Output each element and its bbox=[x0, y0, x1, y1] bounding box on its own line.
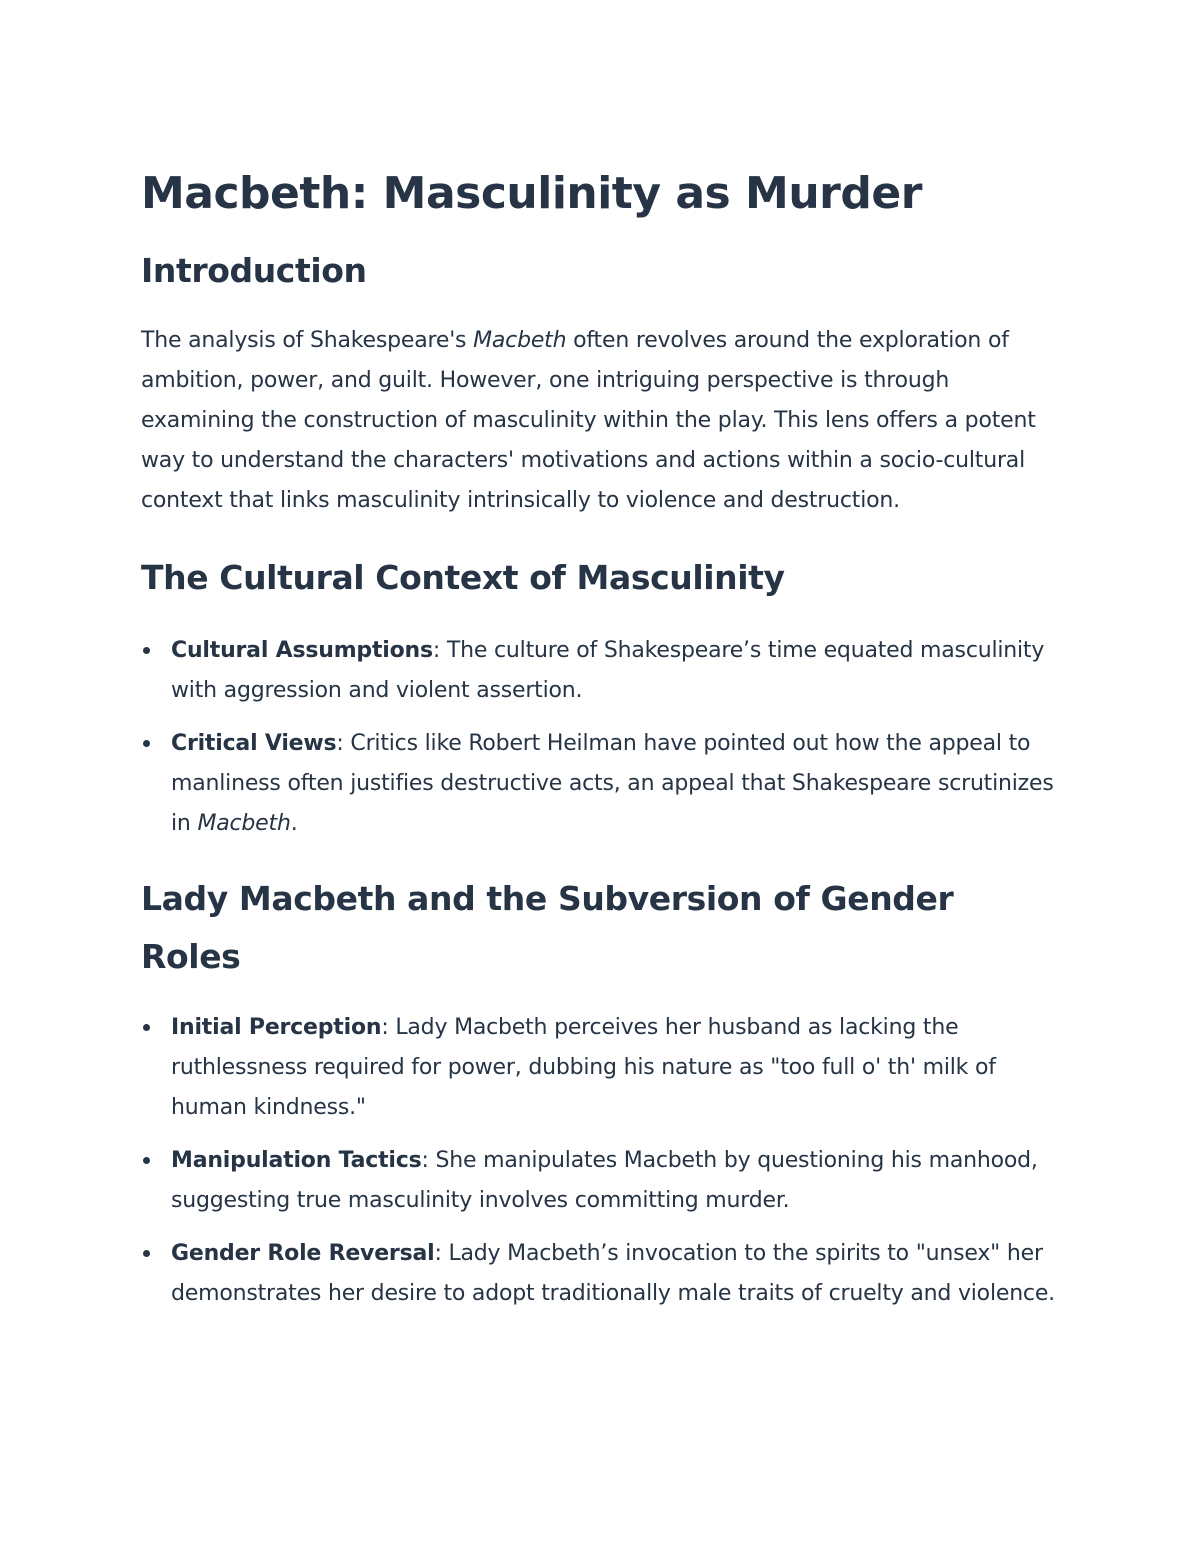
intro-text-before: The analysis of Shakespeare's bbox=[141, 328, 474, 353]
introduction-paragraph bbox=[141, 321, 1061, 521]
list-item-label: Gender Role Reversal bbox=[171, 1241, 435, 1266]
list-item-label: Initial Perception bbox=[171, 1015, 382, 1040]
introduction-heading: Introduction bbox=[141, 251, 367, 290]
list-item bbox=[141, 1234, 1061, 1314]
intro-text-after: often revolves around the exploration of ambition, power, and guilt. However, one intriguing perspective is through examining the construction of masculinity within the play. This lens offers a potent way to understand the characters' motivations and actions within a socio-cultural context that links masculinity intrinsically to violence and destruction. bbox=[141, 328, 1036, 513]
list-item-text: : She manipulates Macbeth by questioning his manhood, suggesting true masculinity involves committing murder. bbox=[171, 1148, 1038, 1213]
list-item bbox=[141, 724, 1061, 844]
list-item-text: : Lady Macbeth’s invocation to the spirits to "unsex" her demonstrates her desire to adopt traditionally male traits of cruelty and violence. bbox=[171, 1241, 1055, 1306]
list-item-label: Manipulation Tactics bbox=[171, 1148, 422, 1173]
list-item-text: : The culture of Shakespeare’s time equated masculinity with aggression and violent assertion. bbox=[171, 638, 1045, 703]
bullet-icon bbox=[143, 1250, 150, 1257]
bullet-icon bbox=[143, 647, 150, 654]
cultural-context-list bbox=[141, 631, 1061, 844]
document-title: Macbeth: Masculinity as Murder bbox=[141, 168, 922, 219]
list-item-text: : Lady Macbeth perceives her husband as lacking the ruthlessness required for power, dubbing his nature as "too full o' th' milk of human kindness." bbox=[171, 1015, 996, 1120]
lady-macbeth-heading: Lady Macbeth and the Subversion of Gender Roles bbox=[141, 879, 954, 976]
list-item bbox=[141, 631, 1061, 711]
bullet-icon bbox=[143, 740, 150, 747]
list-item bbox=[141, 1008, 1061, 1128]
lady-macbeth-list bbox=[141, 1008, 1061, 1314]
list-item-label: Critical Views bbox=[171, 731, 337, 756]
list-item bbox=[141, 1141, 1061, 1221]
intro-title-italic: Macbeth bbox=[473, 328, 567, 353]
list-item-text-after: . bbox=[290, 811, 298, 836]
list-item-italic: Macbeth bbox=[197, 811, 291, 836]
document-page bbox=[141, 162, 1061, 1327]
list-item-text: : Critics like Robert Heilman have pointed out how the appeal to manliness often justifies destructive acts, an appeal that Shakespeare scrutinizes in bbox=[171, 731, 1054, 836]
bullet-icon bbox=[143, 1157, 150, 1164]
cultural-context-heading: The Cultural Context of Masculinity bbox=[141, 558, 785, 597]
bullet-icon bbox=[143, 1024, 150, 1031]
list-item-label: Cultural Assumptions bbox=[171, 638, 433, 663]
